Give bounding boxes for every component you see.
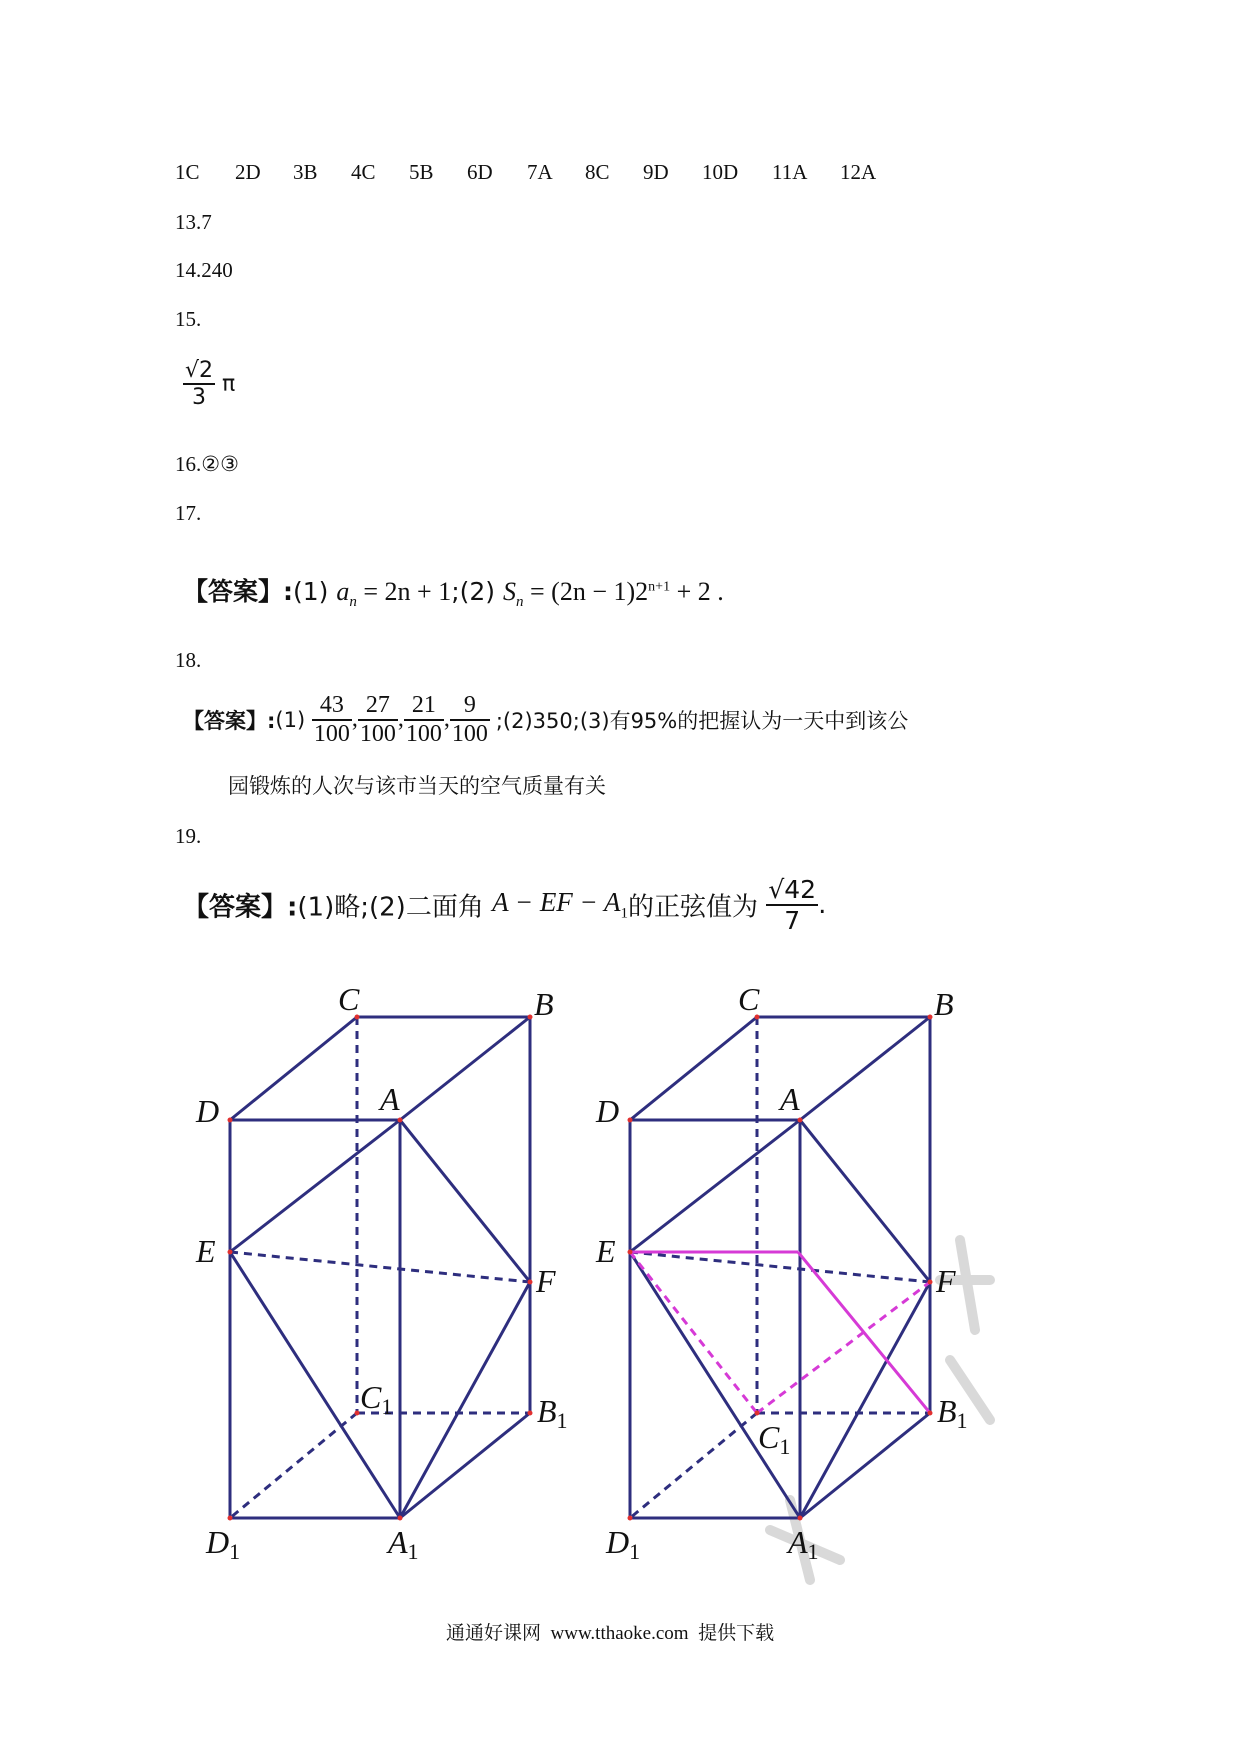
label-F: F <box>936 1263 956 1299</box>
answer-18 <box>183 692 908 748</box>
label-E: E <box>196 1233 216 1269</box>
label-C1: C1 <box>758 1419 791 1459</box>
mcq-answer: 11A <box>772 160 808 184</box>
part-label: (1) <box>275 708 306 732</box>
label-D1: D1 <box>206 1524 241 1564</box>
formula-sn: $S_n$ <box>503 577 524 611</box>
part-label: (1) <box>293 577 329 606</box>
answer-19-text: (1)略;(2)二面角 <box>297 892 484 923</box>
prism-figures <box>0 970 1240 1590</box>
mcq-answer: 5B <box>409 160 434 184</box>
answer-19-tail: 的正弦值为 <box>628 892 759 923</box>
answer-17 <box>183 572 724 611</box>
fraction: $\frac{43}{100}$ <box>313 692 350 747</box>
label-C: C <box>738 981 760 1017</box>
fraction-list: $\frac{43}{100}$ , $\frac{27}{100}$ , $\frac{21}{100}$ , $\frac{9}{100}$ <box>313 692 488 747</box>
separator: ; <box>451 577 460 606</box>
formula-an-rhs: = 2n + 1 <box>356 577 452 606</box>
answer-18-rest: ;(2)350;(3)有95%的把握认为一天中到该公 <box>495 709 909 733</box>
label-A1: A1 <box>388 1524 419 1564</box>
fraction: $\frac{9}{100}$ <box>451 692 488 747</box>
mcq-answer: 7A <box>527 160 553 184</box>
denominator: 3 <box>192 385 206 410</box>
numerator: √2 <box>185 358 214 383</box>
label-D: D <box>196 1093 220 1129</box>
mcq-answer: 9D <box>643 160 669 184</box>
question-19-label: 19. <box>175 824 202 848</box>
pi-symbol: π <box>222 371 236 397</box>
answer-15-fraction <box>183 358 235 410</box>
mcq-answer: 8C <box>585 160 610 184</box>
answer-head: 【答案】: <box>183 577 293 606</box>
mcq-answer: 3B <box>293 160 318 184</box>
label-C: C <box>338 981 360 1017</box>
label-D1: D1 <box>606 1524 641 1564</box>
answer-14: 14.240 <box>175 258 233 282</box>
fraction: $\frac{21}{100}$ <box>405 692 442 747</box>
watermark <box>770 970 990 1580</box>
formula-an: $a_n$ <box>336 577 357 611</box>
fraction <box>183 358 215 410</box>
formula-sn-rhs: = $(2n - 1)2^{n+1} + 2$ . <box>523 577 724 606</box>
mcq-answer: 4C <box>351 160 376 184</box>
dihedral-expression: A − EF − $A_1$ <box>492 887 629 922</box>
label-F: F <box>536 1263 556 1299</box>
label-C1: C1 <box>360 1379 393 1419</box>
part-label: (2) <box>459 577 496 606</box>
answer-19 <box>183 875 826 935</box>
answer-head: 【答案】: <box>183 892 298 923</box>
figure-left-labels <box>195 981 568 1564</box>
figure-right-labels <box>595 981 968 1564</box>
question-15-label: 15. <box>175 307 202 331</box>
answer-16: 16.②③ <box>175 452 239 476</box>
label-B1: B1 <box>937 1393 968 1433</box>
mcq-answer: 10D <box>702 160 739 184</box>
label-B: B <box>934 986 954 1022</box>
period: . <box>818 890 827 920</box>
mcq-answer: 2D <box>235 160 261 184</box>
label-A: A <box>380 1081 400 1117</box>
mcq-answer: 1C <box>175 160 200 184</box>
fraction: $\frac{27}{100}$ <box>359 692 396 747</box>
mcq-answer: 6D <box>467 160 493 184</box>
answer-13: 13.7 <box>175 210 212 234</box>
label-A: A <box>780 1081 800 1117</box>
label-B1: B1 <box>537 1393 568 1433</box>
footer-source: 通通好课网 www.tthaoke.com 提供下载 <box>446 1623 775 1644</box>
label-E: E <box>596 1233 616 1269</box>
answer-18-line2: 园锻炼的人次与该市当天的空气质量有关 <box>228 774 606 798</box>
question-18-label: 18. <box>175 648 202 672</box>
fraction: $\frac{√42}{7}$ <box>768 875 817 935</box>
question-17-label: 17. <box>175 501 202 525</box>
label-D: D <box>596 1093 620 1129</box>
mcq-answer: 12A <box>840 160 877 184</box>
label-A1: A1 <box>788 1524 819 1564</box>
answer-head: 【答案】: <box>183 709 276 733</box>
label-B: B <box>534 986 554 1022</box>
